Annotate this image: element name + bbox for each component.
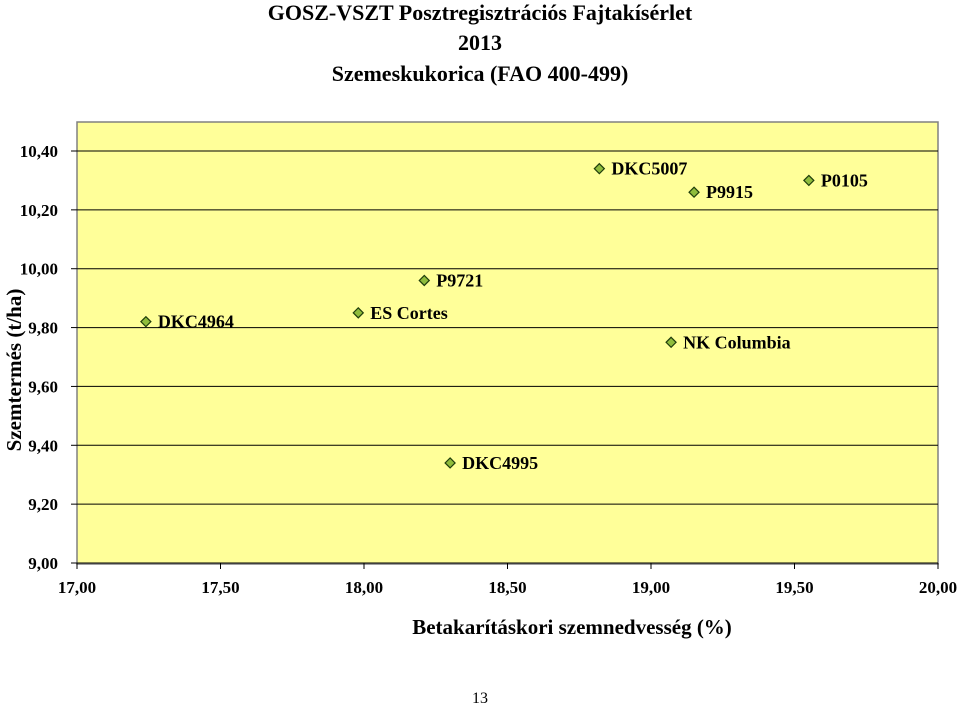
x-tick-label: 18,50 <box>488 578 527 597</box>
data-point-label: DKC4964 <box>157 311 234 332</box>
data-point-label: ES Cortes <box>370 302 448 323</box>
data-point-label: P9915 <box>706 182 754 203</box>
x-tick-label: 17,00 <box>57 578 97 597</box>
chart-title-line-1: GOSZ-VSZT Posztregisztrációs Fajtakísérlet <box>267 0 693 25</box>
data-point-label: P9721 <box>436 270 484 291</box>
page-number: 13 <box>472 690 488 707</box>
plot-area <box>77 122 938 564</box>
x-axis-label: Betakarításkori szemnedvesség (%) <box>412 615 732 639</box>
y-tick-label: 9,20 <box>28 495 58 515</box>
y-tick-label: 10,00 <box>19 259 58 279</box>
y-axis-ticks <box>20 142 77 573</box>
x-tick-label: 20,00 <box>918 578 958 597</box>
x-axis-ticks <box>58 563 957 597</box>
chart-title-line-3: Szemeskukorica (FAO 400-499) <box>331 61 629 86</box>
x-tick-label: 18,00 <box>344 578 384 597</box>
y-tick-label: 9,00 <box>28 554 58 573</box>
x-tick-label: 19,00 <box>631 578 671 597</box>
chart-title-line-2: 2013 <box>458 30 502 55</box>
y-tick-label: 9,40 <box>28 436 58 456</box>
x-tick-label: 19,50 <box>775 578 814 597</box>
y-tick-label: 9,60 <box>28 377 58 397</box>
data-point-label: P0105 <box>820 170 868 191</box>
data-point-label: NK Columbia <box>683 332 791 353</box>
y-tick-label: 10,40 <box>19 142 58 161</box>
y-axis-label: Szemtermés (t/ha) <box>2 288 26 452</box>
x-tick-label: 17,50 <box>201 578 240 597</box>
y-tick-label: 10,20 <box>19 200 58 220</box>
data-point-label: DKC5007 <box>611 158 688 179</box>
y-tick-label: 9,80 <box>28 318 58 338</box>
data-point-label: DKC4995 <box>462 452 539 473</box>
